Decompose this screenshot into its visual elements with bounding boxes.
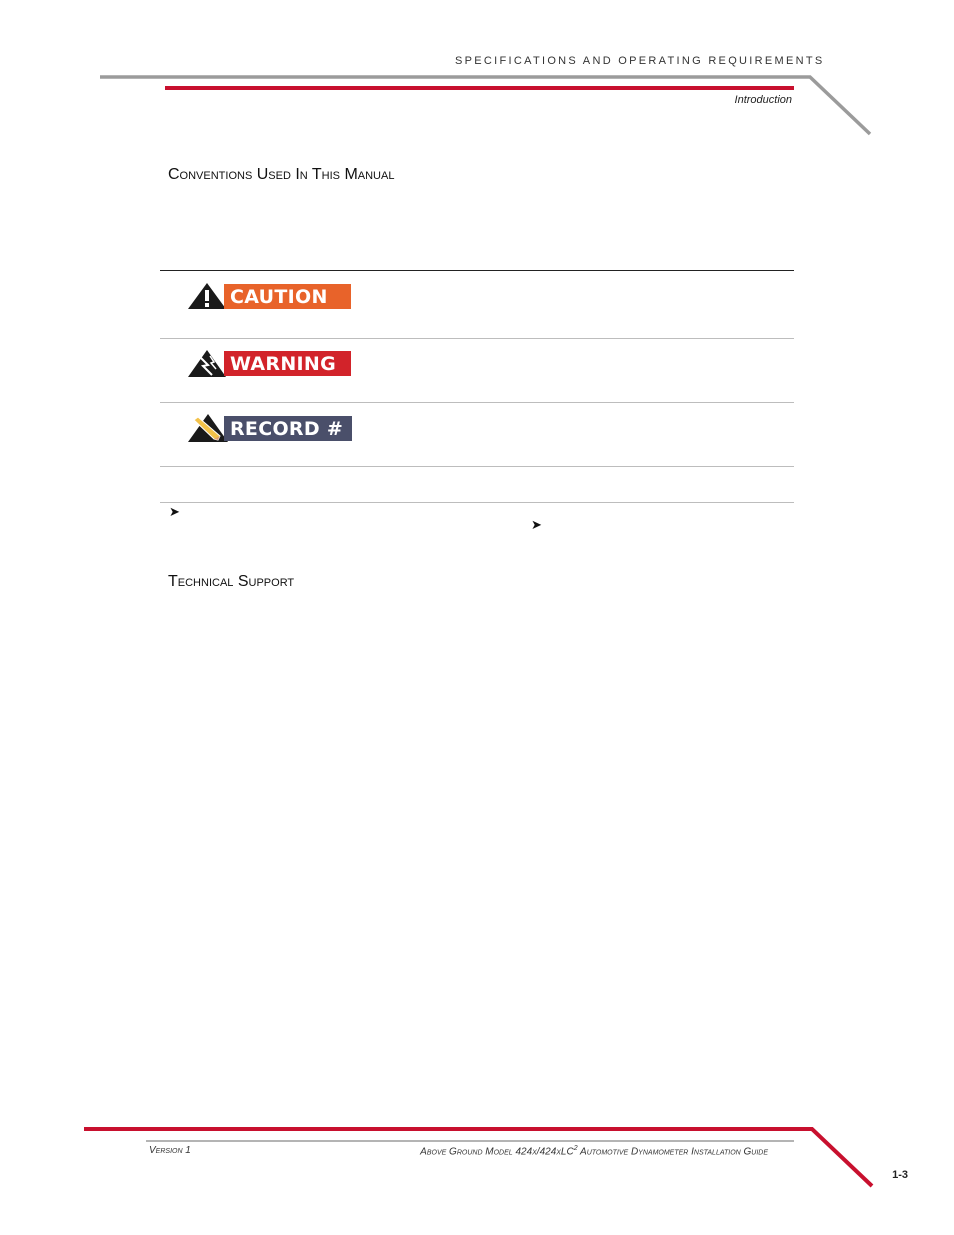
lightning-triangle-icon (188, 350, 228, 377)
caution-label: CAUTION (224, 284, 351, 309)
footer-title-end: Automotive Dynamometer Installation Guide (577, 1146, 768, 1158)
table-row-rule (160, 402, 794, 403)
table-row-rule (160, 338, 794, 339)
exclamation-triangle-icon (188, 283, 228, 309)
footer-title-superscript: 2 (573, 1145, 578, 1152)
conventions-heading: Conventions Used In This Manual (168, 166, 395, 183)
bullet-arrow-icon: ➤ (531, 517, 542, 532)
footer-red-rule (84, 1129, 872, 1186)
footer-version: Version 1 (149, 1145, 191, 1156)
technical-support-heading: Technical Support (168, 573, 295, 590)
record-label: RECORD # (224, 416, 352, 441)
page-number: 1-3 (892, 1169, 908, 1181)
subsection-label: Introduction (734, 94, 792, 106)
bullet-arrow-icon: ➤ (169, 504, 180, 519)
running-head: SPECIFICATIONS AND OPERATING REQUIREMENTS (455, 55, 825, 67)
header-decoration (0, 0, 954, 150)
footer-title-main: Above Ground Model 424x/424xLC (420, 1146, 574, 1158)
footer-title (330, 1145, 768, 1157)
table-top-rule (160, 270, 794, 271)
record-badge (188, 414, 352, 440)
table-row-rule (160, 466, 794, 467)
caution-badge (188, 283, 351, 309)
warning-label: WARNING (224, 351, 351, 376)
table-bottom-rule (160, 502, 794, 503)
warning-badge (188, 350, 351, 376)
